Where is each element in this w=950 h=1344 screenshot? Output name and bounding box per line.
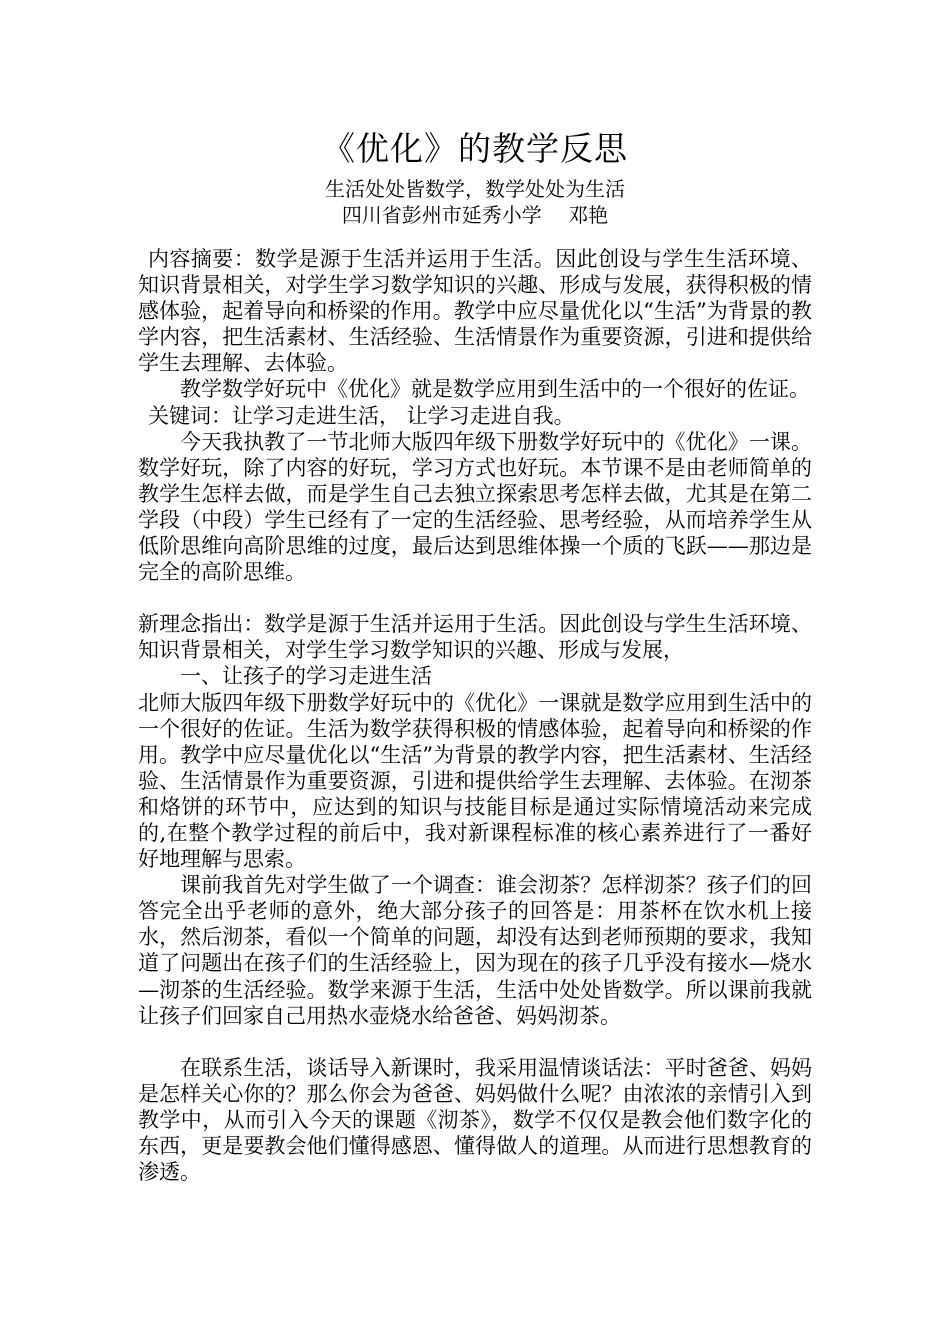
keywords-paragraph: 关键词：让学习走进生活， 让学习走进自我。 xyxy=(148,403,575,428)
document-subtitle: 生活处处皆数学，数学处处为生活 xyxy=(325,177,625,201)
body-paragraph: 今天我执教了一节北师大版四年级下册数学好玩中的《优化》一课。数学好玩，除了内容的好玩，学习方式也好玩。本节课不是由老师简单的教学生怎样去做，而是学生自己去独立探索思考怎样去做，尤其是在第二学段（中段）学生已经有了一定的生活经验、思考经验，从而培养学生从低阶思维向高阶思维的过度，最后达到思维体操一个质的飞跃——那边是完全的高阶思维。 xyxy=(138,429,812,585)
body-paragraph: 在联系生活，谈话导入新课时，我采用温情谈话法：平时爸爸、妈妈是怎样关心你的？那么你会为爸爸、妈妈做什么呢？由浓浓的亲情引入到教学中，从而引入今天的课题《沏茶》，数学不仅仅是教会他们数字化的东西，更是要教会他们懂得感恩、懂得做人的道理。从而进行思想教育的渗透。 xyxy=(138,1055,812,1185)
abstract-paragraph: 内容摘要：数学是源于生活并运用于生活。因此创设与学生生活环境、知识背景相关，对学生学习数学知识的兴趣、形成与发展，获得积极的情感体验，起着导向和桥梁的作用。教学中应尽量优化以“生活”为背景的教学内容，把生活素材、生活经验、生活情景作为重要资源，引进和提供给学生去理解、去体验。 xyxy=(138,247,812,376)
document-title: 《优化》的教学反思 xyxy=(322,129,628,168)
paragraph-spacer xyxy=(138,585,812,611)
paragraph-spacer xyxy=(138,1029,812,1055)
section-heading: 一、让孩子的学习走进生活 xyxy=(180,664,432,689)
author-line: 四川省彭州市延秀小学 邓艳 xyxy=(341,203,609,227)
document-body xyxy=(138,246,812,1185)
body-paragraph: 北师大版四年级下册数学好玩中的《优化》一课就是数学应用到生活中的一个很好的佐证。生活为数学获得积极的情感体验，起着导向和桥梁的作用。教学中应尽量优化以“生活”为背景的教学内容，把生活素材、生活经验、生活情景作为重要资源，引进和提供给学生去理解、去体验。在沏茶和烙饼的环节中，应达到的知识与技能目标是通过实际情境活动来完成的,在整个教学过程的前后中，我对新课程标准的核心素养进行了一番好好地理解与思索。 xyxy=(138,690,812,872)
body-paragraph: 教学数学好玩中《优化》就是数学应用到生活中的一个很好的佐证。 xyxy=(180,377,810,402)
body-paragraph: 课前我首先对学生做了一个调查：谁会沏茶？怎样沏茶？孩子们的回答完全出乎老师的意外，绝大部分孩子的回答是：用茶杯在饮水机上接水，然后沏茶，看似一个简单的问题，却没有达到老师预期的要求，我知道了问题出在孩子们的生活经验上，因为现在的孩子几乎没有接水—烧水—沏茶的生活经验。数学来源于生活，生活中处处皆数学。所以课前我就让孩子们回家自己用热水壶烧水给爸爸、妈妈沏茶。 xyxy=(138,873,812,1028)
body-paragraph: 新理念指出：数学是源于生活并运用于生活。因此创设与学生生活环境、知识背景相关，对学生学习数学知识的兴趣、形成与发展， xyxy=(138,612,812,663)
